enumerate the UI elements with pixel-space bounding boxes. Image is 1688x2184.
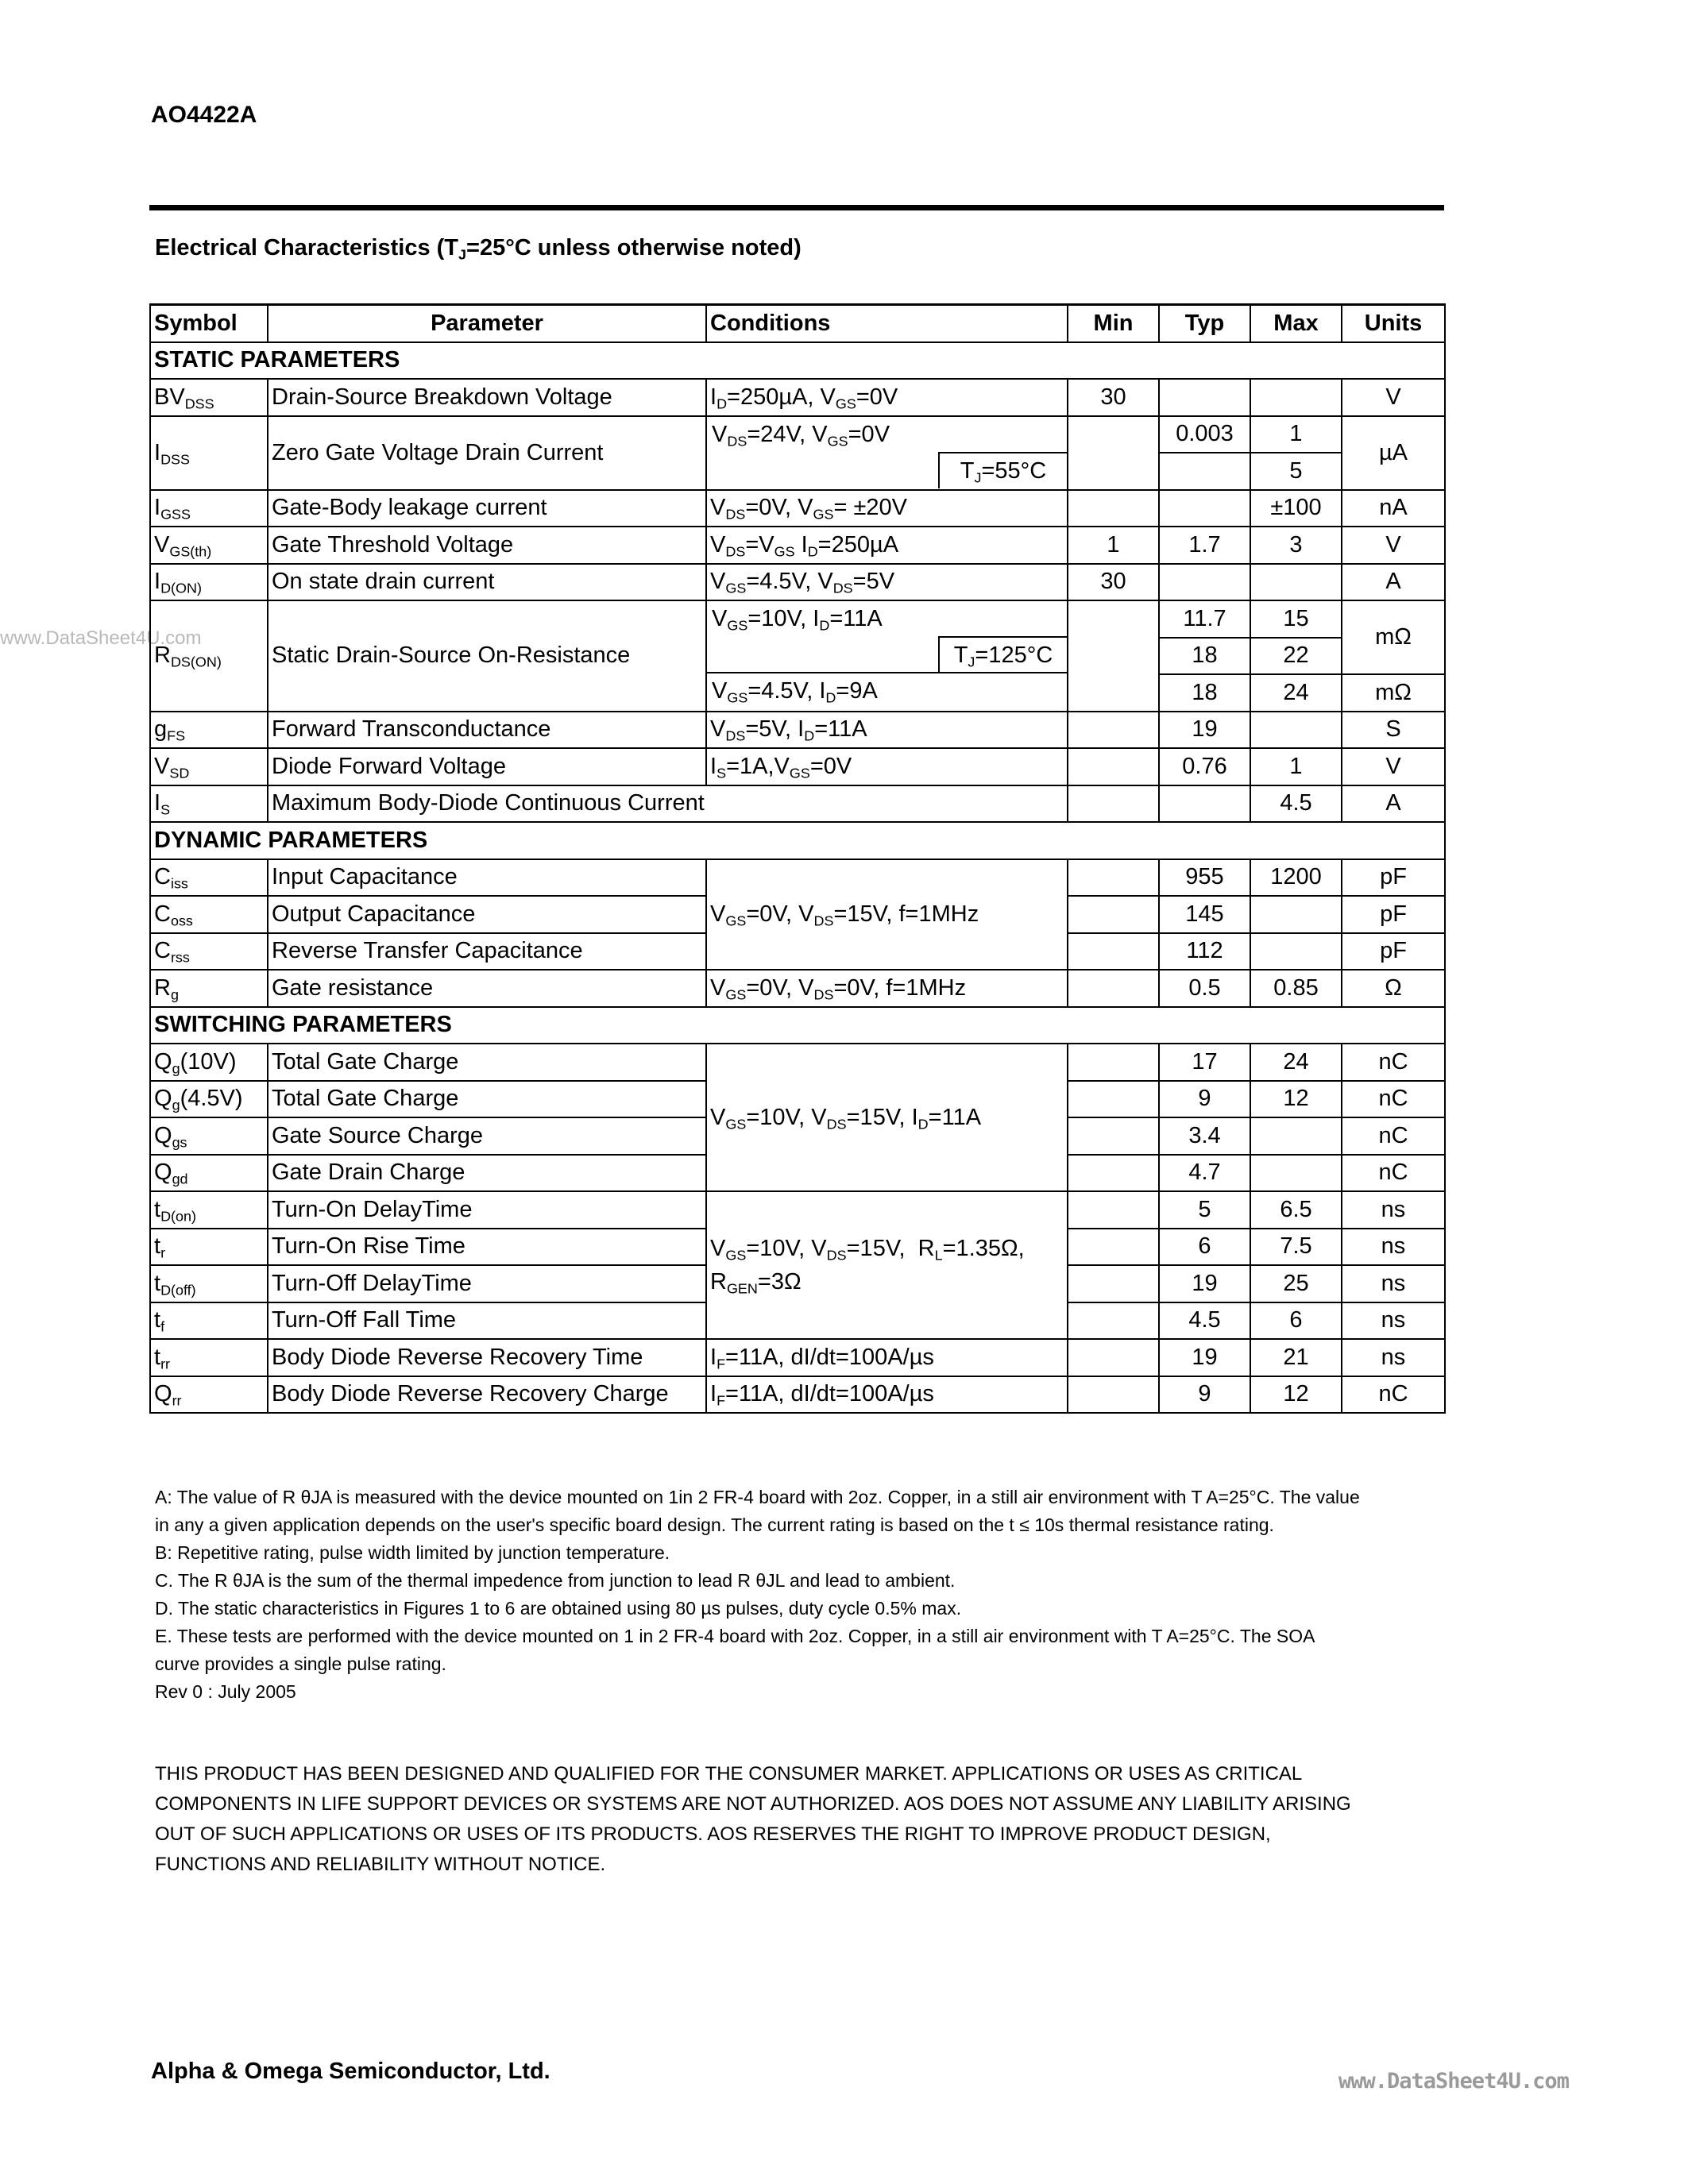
disclaimer — [155, 1759, 1458, 1880]
note-a-line2: in any a given application depends on the user's specific board design. The current rating is based on the t ≤ 10s thermal resistance rating. — [155, 1515, 1274, 1535]
table-row — [150, 564, 1445, 601]
parameter-cell: Turn-Off DelayTime — [268, 1265, 706, 1302]
max-cell: ±100 — [1250, 490, 1342, 527]
symbol-cell: $I_{D(ON)}$ — [150, 564, 268, 601]
typ-cell — [1159, 379, 1250, 416]
top-rule — [149, 205, 1444, 210]
units-cell: ns — [1342, 1302, 1445, 1340]
units-cell: nC — [1342, 1376, 1445, 1414]
max-cell: 24 — [1250, 1044, 1342, 1081]
parameter-cell: Forward Transconductance — [268, 712, 706, 749]
typ-cell: 19 — [1159, 1339, 1250, 1376]
conditions-cell: $V_{GS}=4.5V$, $V_{DS}=5V$ — [706, 564, 1068, 601]
units-cell: µA — [1342, 416, 1445, 490]
units-cell: pF — [1342, 896, 1445, 933]
typ-cell — [1159, 453, 1250, 490]
max-cell: 1 — [1250, 416, 1342, 453]
min-cell — [1068, 859, 1159, 897]
min-cell — [1068, 748, 1159, 785]
footnotes — [155, 1484, 1458, 1706]
parameter-cell: Turn-On Rise Time — [268, 1229, 706, 1266]
symbol-cell: $Q_{gd}$ — [150, 1155, 268, 1192]
units-cell: V — [1342, 527, 1445, 564]
parameter-cell: Gate Drain Charge — [268, 1155, 706, 1192]
min-cell — [1068, 970, 1159, 1007]
disclaimer-line: THIS PRODUCT HAS BEEN DESIGNED AND QUALIFIED FOR THE CONSUMER MARKET. APPLICATIONS OR USES AS CRITICAL — [155, 1763, 1303, 1785]
conditions-cell: $V_{GS}=10V$, $V_{DS}=15V$, $R_L=1.35\Omega$, $R_{GEN}=3\Omega$ — [706, 1191, 1068, 1339]
typ-cell: 3.4 — [1159, 1117, 1250, 1155]
typ-cell: 112 — [1159, 933, 1250, 970]
min-cell: 30 — [1068, 379, 1159, 416]
parameter-cell: Gate resistance — [268, 970, 706, 1007]
symbol-cell: $BV_{DSS}$ — [150, 379, 268, 416]
parameter-cell: Input Capacitance — [268, 859, 706, 897]
typ-cell: 4.5 — [1159, 1302, 1250, 1340]
note-c: C. The R θJA is the sum of the thermal impedence from junction to lead R θJL and lead to ambient. — [155, 1570, 956, 1591]
max-cell: 6 — [1250, 1302, 1342, 1340]
parameter-cell: Output Capacitance — [268, 896, 706, 933]
disclaimer-line: FUNCTIONS AND RELIABILITY WITHOUT NOTICE. — [155, 1854, 606, 1875]
table-row — [150, 1339, 1445, 1376]
max-cell: 24 — [1250, 674, 1342, 712]
max-cell — [1250, 379, 1342, 416]
symbol-cell: $V_{SD}$ — [150, 748, 268, 785]
units-cell: ns — [1342, 1191, 1445, 1229]
typ-cell: 955 — [1159, 859, 1250, 897]
min-cell — [1068, 1081, 1159, 1118]
conditions-cell: $V_{DS}=5V$, $I_D=11A$ — [706, 712, 1068, 749]
electrical-characteristics-table — [149, 303, 1446, 1414]
max-cell: 7.5 — [1250, 1229, 1342, 1266]
min-cell — [1068, 600, 1159, 712]
max-cell — [1250, 1117, 1342, 1155]
conditions-cell: $I_F=11A$, dI/dt=100A/µs — [706, 1376, 1068, 1414]
units-cell: pF — [1342, 933, 1445, 970]
conditions-cell: $V_{GS}=10V$, $V_{DS}=15V$, $I_D=11A$ — [706, 1044, 1068, 1191]
typ-cell: 4.7 — [1159, 1155, 1250, 1192]
symbol-cell: $R_{DS(ON)}$ — [150, 600, 268, 712]
typ-cell — [1159, 490, 1250, 527]
table-row — [150, 748, 1445, 785]
table-row — [150, 785, 1445, 823]
col-typ: Typ — [1159, 305, 1250, 342]
max-cell: 6.5 — [1250, 1191, 1342, 1229]
symbol-cell: $t_r$ — [150, 1229, 268, 1266]
table-row — [150, 970, 1445, 1007]
parameter-cell: Maximum Body-Diode Continuous Current — [268, 785, 1068, 823]
max-cell — [1250, 1155, 1342, 1192]
min-cell — [1068, 785, 1159, 823]
units-cell: Ω — [1342, 970, 1445, 1007]
conditions-cell: $I_D=250\mu A$, $V_{GS}=0V$ — [706, 379, 1068, 416]
tj-condition: $T_J=55^\circ C$ — [938, 452, 1067, 488]
max-cell: 4.5 — [1250, 785, 1342, 823]
typ-cell: 18 — [1159, 674, 1250, 712]
max-cell: 1 — [1250, 748, 1342, 785]
symbol-cell: $C_{rss}$ — [150, 933, 268, 970]
footer-watermark: www.DataSheet4U.com — [1338, 2069, 1569, 2093]
units-cell: V — [1342, 379, 1445, 416]
symbol-cell: $Q_{gs}$ — [150, 1117, 268, 1155]
min-cell — [1068, 1339, 1159, 1376]
table-row — [150, 527, 1445, 564]
min-cell: 30 — [1068, 564, 1159, 601]
typ-cell: 145 — [1159, 896, 1250, 933]
parameter-cell: On state drain current — [268, 564, 706, 601]
max-cell: 25 — [1250, 1265, 1342, 1302]
typ-cell: 0.003 — [1159, 416, 1250, 453]
units-cell: nC — [1342, 1117, 1445, 1155]
col-units: Units — [1342, 305, 1445, 342]
table-row — [150, 712, 1445, 749]
units-cell: mΩ — [1342, 674, 1445, 712]
col-parameter: Parameter — [268, 305, 706, 342]
table-row — [150, 859, 1445, 897]
conditions-cell: $V_{GS}=0V$, $V_{DS}=15V$, f=1MHz — [706, 859, 1068, 970]
table-row — [150, 379, 1445, 416]
table-row — [150, 1191, 1445, 1229]
typ-cell: 5 — [1159, 1191, 1250, 1229]
table-row — [150, 600, 1445, 638]
symbol-cell: $Q_g(10V)$ — [150, 1044, 268, 1081]
company-name: Alpha & Omega Semiconductor, Ltd. — [151, 2059, 550, 2084]
units-cell: A — [1342, 785, 1445, 823]
max-cell: 0.85 — [1250, 970, 1342, 1007]
symbol-cell: $I_{DSS}$ — [150, 416, 268, 490]
tj-condition: $T_J=125^\circ C$ — [938, 636, 1067, 673]
typ-cell: 19 — [1159, 1265, 1250, 1302]
units-cell: nC — [1342, 1081, 1445, 1118]
section-static: STATIC PARAMETERS — [150, 342, 1445, 380]
note-b: B: Repetitive rating, pulse width limited by junction temperature. — [155, 1542, 670, 1563]
typ-cell: 9 — [1159, 1376, 1250, 1414]
max-cell — [1250, 712, 1342, 749]
min-cell — [1068, 896, 1159, 933]
max-cell: 21 — [1250, 1339, 1342, 1376]
units-cell: nA — [1342, 490, 1445, 527]
units-cell: ns — [1342, 1265, 1445, 1302]
conditions-cell: $I_F=11A$, dI/dt=100A/µs — [706, 1339, 1068, 1376]
max-cell: 12 — [1250, 1081, 1342, 1118]
col-max: Max — [1250, 305, 1342, 342]
units-cell: S — [1342, 712, 1445, 749]
typ-cell — [1159, 785, 1250, 823]
symbol-cell: $t_{D(off)}$ — [150, 1265, 268, 1302]
max-cell — [1250, 933, 1342, 970]
min-cell — [1068, 416, 1159, 490]
max-cell — [1250, 896, 1342, 933]
min-cell — [1068, 712, 1159, 749]
units-cell: A — [1342, 564, 1445, 601]
typ-cell: 1.7 — [1159, 527, 1250, 564]
typ-cell: 11.7 — [1159, 600, 1250, 638]
units-cell: V — [1342, 748, 1445, 785]
max-cell: 3 — [1250, 527, 1342, 564]
header-row — [150, 305, 1445, 342]
disclaimer-line: COMPONENTS IN LIFE SUPPORT DEVICES OR SYSTEMS ARE NOT AUTHORIZED. AOS DOES NOT ASSUME ANY LIABILITY ARISING — [155, 1793, 1351, 1815]
section-dynamic: DYNAMIC PARAMETERS — [150, 822, 1445, 859]
min-cell — [1068, 1302, 1159, 1340]
parameter-cell: Reverse Transfer Capacitance — [268, 933, 706, 970]
conditions-cell: $V_{DS}=24V$, $V_{GS}=0V$ $T_J=55^\circ C$ — [706, 416, 1068, 490]
typ-cell: 17 — [1159, 1044, 1250, 1081]
side-watermark: www.DataSheet4U.com — [0, 627, 202, 649]
table-row — [150, 416, 1445, 453]
note-e-line2: curve provides a single pulse rating. — [155, 1653, 446, 1674]
min-cell — [1068, 1376, 1159, 1414]
min-cell — [1068, 490, 1159, 527]
symbol-cell: $Q_{rr}$ — [150, 1376, 268, 1414]
table-row — [150, 1044, 1445, 1081]
note-d: D. The static characteristics in Figures 1 to 6 are obtained using 80 µs pulses, duty cycle 0.5% max. — [155, 1598, 962, 1619]
conditions-cell: $V_{GS}=0V$, $V_{DS}=0V$, f=1MHz — [706, 970, 1068, 1007]
parameter-cell: Body Diode Reverse Recovery Time — [268, 1339, 706, 1376]
symbol-cell: $R_g$ — [150, 970, 268, 1007]
units-cell: ns — [1342, 1229, 1445, 1266]
min-cell — [1068, 933, 1159, 970]
table-caption: Electrical Characteristics ($T_J=25^\circ C$ unless otherwise noted) — [155, 235, 802, 263]
parameter-cell: Turn-On DelayTime — [268, 1191, 706, 1229]
symbol-cell: $I_{GSS}$ — [150, 490, 268, 527]
part-number: AO4422A — [151, 102, 257, 128]
symbol-cell: $g_{FS}$ — [150, 712, 268, 749]
col-min: Min — [1068, 305, 1159, 342]
max-cell: 12 — [1250, 1376, 1342, 1414]
parameter-cell: Diode Forward Voltage — [268, 748, 706, 785]
min-cell — [1068, 1191, 1159, 1229]
typ-cell: 19 — [1159, 712, 1250, 749]
max-cell: 22 — [1250, 638, 1342, 675]
typ-cell: 0.76 — [1159, 748, 1250, 785]
parameter-cell: Drain-Source Breakdown Voltage — [268, 379, 706, 416]
parameter-cell: Gate-Body leakage current — [268, 490, 706, 527]
col-symbol: Symbol — [150, 305, 268, 342]
note-e-line1: E. These tests are performed with the device mounted on 1 in 2 FR-4 board with 2oz. Copper, in a still air environment with T A=25°C. The SOA — [155, 1626, 1315, 1646]
symbol-cell: $V_{GS(th)}$ — [150, 527, 268, 564]
typ-cell — [1159, 564, 1250, 601]
min-cell — [1068, 1117, 1159, 1155]
max-cell: 15 — [1250, 600, 1342, 638]
table-row — [150, 1376, 1445, 1414]
min-cell — [1068, 1265, 1159, 1302]
max-cell: 1200 — [1250, 859, 1342, 897]
typ-cell: 18 — [1159, 638, 1250, 675]
symbol-cell: $t_{rr}$ — [150, 1339, 268, 1376]
section-row — [150, 342, 1445, 380]
units-cell: pF — [1342, 859, 1445, 897]
units-cell: nC — [1342, 1044, 1445, 1081]
parameter-cell: Turn-Off Fall Time — [268, 1302, 706, 1340]
max-cell: 5 — [1250, 453, 1342, 490]
typ-cell: 9 — [1159, 1081, 1250, 1118]
min-cell — [1068, 1229, 1159, 1266]
parameter-cell: Gate Source Charge — [268, 1117, 706, 1155]
units-cell: nC — [1342, 1155, 1445, 1192]
typ-cell: 0.5 — [1159, 970, 1250, 1007]
conditions-cell: $I_S=1A,V_{GS}=0V$ — [706, 748, 1068, 785]
section-row — [150, 822, 1445, 859]
section-switching: SWITCHING PARAMETERS — [150, 1007, 1445, 1044]
max-cell — [1250, 564, 1342, 601]
disclaimer-line: OUT OF SUCH APPLICATIONS OR USES OF ITS PRODUCTS. AOS RESERVES THE RIGHT TO IMPROVE PRODUCT DESIGN, — [155, 1823, 1271, 1845]
conditions-cell: $V_{DS}=V_{GS}$ $I_D=250\mu A$ — [706, 527, 1068, 564]
symbol-cell: $t_{D(on)}$ — [150, 1191, 268, 1229]
parameter-cell: Zero Gate Voltage Drain Current — [268, 416, 706, 490]
min-cell — [1068, 1155, 1159, 1192]
revision: Rev 0 : July 2005 — [155, 1681, 296, 1702]
min-cell: 1 — [1068, 527, 1159, 564]
section-row — [150, 1007, 1445, 1044]
symbol-cell: $C_{iss}$ — [150, 859, 268, 897]
parameter-cell: Gate Threshold Voltage — [268, 527, 706, 564]
parameter-cell: Total Gate Charge — [268, 1044, 706, 1081]
typ-cell: 6 — [1159, 1229, 1250, 1266]
parameter-cell: Static Drain-Source On-Resistance — [268, 600, 706, 712]
units-cell: mΩ — [1342, 600, 1445, 674]
table-row — [150, 490, 1445, 527]
min-cell — [1068, 1044, 1159, 1081]
symbol-cell: $Q_g(4.5V)$ — [150, 1081, 268, 1118]
conditions-cell: $V_{DS}=0V$, $V_{GS}= \pm 20V$ — [706, 490, 1068, 527]
parameter-cell: Total Gate Charge — [268, 1081, 706, 1118]
symbol-cell: $t_f$ — [150, 1302, 268, 1340]
parameter-cell: Body Diode Reverse Recovery Charge — [268, 1376, 706, 1414]
symbol-cell: $I_S$ — [150, 785, 268, 823]
note-a-line1: A: The value of R θJA is measured with the device mounted on 1in 2 FR-4 board with 2oz. Copper, in a still air environment with T A=25°C. The value — [155, 1487, 1360, 1507]
symbol-cell: $C_{oss}$ — [150, 896, 268, 933]
units-cell: ns — [1342, 1339, 1445, 1376]
conditions-cell: $V_{GS}=10V$, $I_D=11A$ $T_J=125^\circ C$ $V_{GS}=4.5V$, $I_D=9A$ — [706, 600, 1068, 712]
col-conditions: Conditions — [706, 305, 1068, 342]
